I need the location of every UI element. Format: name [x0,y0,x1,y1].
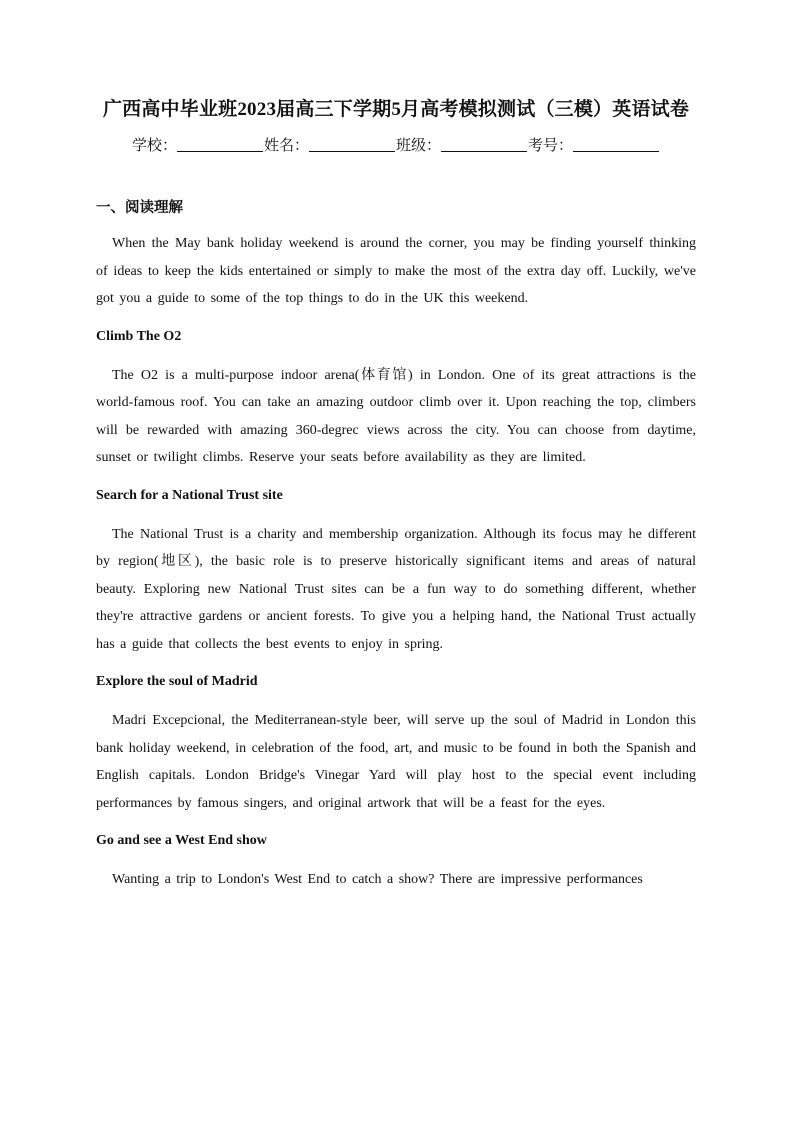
item-text-madrid: Madri Excepcional, the Mediterranean-style beer, will serve up the soul of Madrid in London this bank holiday weekend, in celebration of the food, art, and music to be found in both the Spanish and English capitals. London Bridge's Vinegar Yard will play host to the special event including performances by famous singers, and original artwork that will be a feast for the eyes. [96,713,696,811]
name-field[interactable] [264,134,396,158]
intro-paragraph: When the May bank holiday weekend is around the corner, you may be finding yourself thinking of ideas to keep the kids entertained or simply to make the most of the extra day off. Luckily, we've got you a guide to some of the top things to do in the UK this weekend. [96,236,696,306]
student-info-fields [96,134,696,158]
item-heading-madrid: Explore the soul of Madrid [96,674,258,689]
exam-number-blank[interactable] [573,136,659,152]
name-label: 姓名： [263,138,309,154]
item-heading-climb-o2: Climb The O2 [96,328,182,344]
item-heading-national-trust: Search for a National Trust site [96,487,283,503]
exam-title: 广西高中毕业班2023届高三下学期5月高考模拟测试（三模）英语试卷 [102,99,690,120]
class-field[interactable] [396,134,528,158]
exam-page [96,94,696,894]
item-heading-west-end: Go and see a West End show [96,833,267,848]
school-blank[interactable] [177,136,263,152]
item-text-west-end: Wanting a trip to London's West End to catch a show? There are impressive performances [112,872,643,887]
name-blank[interactable] [309,136,395,152]
class-blank[interactable] [441,136,527,152]
exam-number-field[interactable] [528,134,660,158]
exam-number-label: 考号： [528,138,574,154]
section-heading: 一、阅读理解 [96,200,183,216]
school-field[interactable] [132,134,264,158]
item-text-national-trust: The National Trust is a charity and membership organization. Although its focus may he different by region(地区), the basic role is to preserve historically significant items and areas of natural beauty. Exploring new National Trust sites can be a fun way to do something different, whether they're attractive gardens or ancient forests. To give you a helping hand, the National Trust actually has a guide that collects the best events to enjoy in spring. [96,526,696,652]
school-label: 学校： [131,138,177,154]
item-text-climb-o2: The O2 is a multi-purpose indoor arena(体育馆) in London. One of its great attractions is the world-famous roof. You can take an amazing outdoor climb over it. Upon reaching the top, climbers will be rewarded with amazing 360-degrec views across the city. You can choose from daytime, sunset or twilight climbs. Reserve your seats before availability as they are limited. [96,367,696,465]
class-label: 班级： [396,138,442,154]
